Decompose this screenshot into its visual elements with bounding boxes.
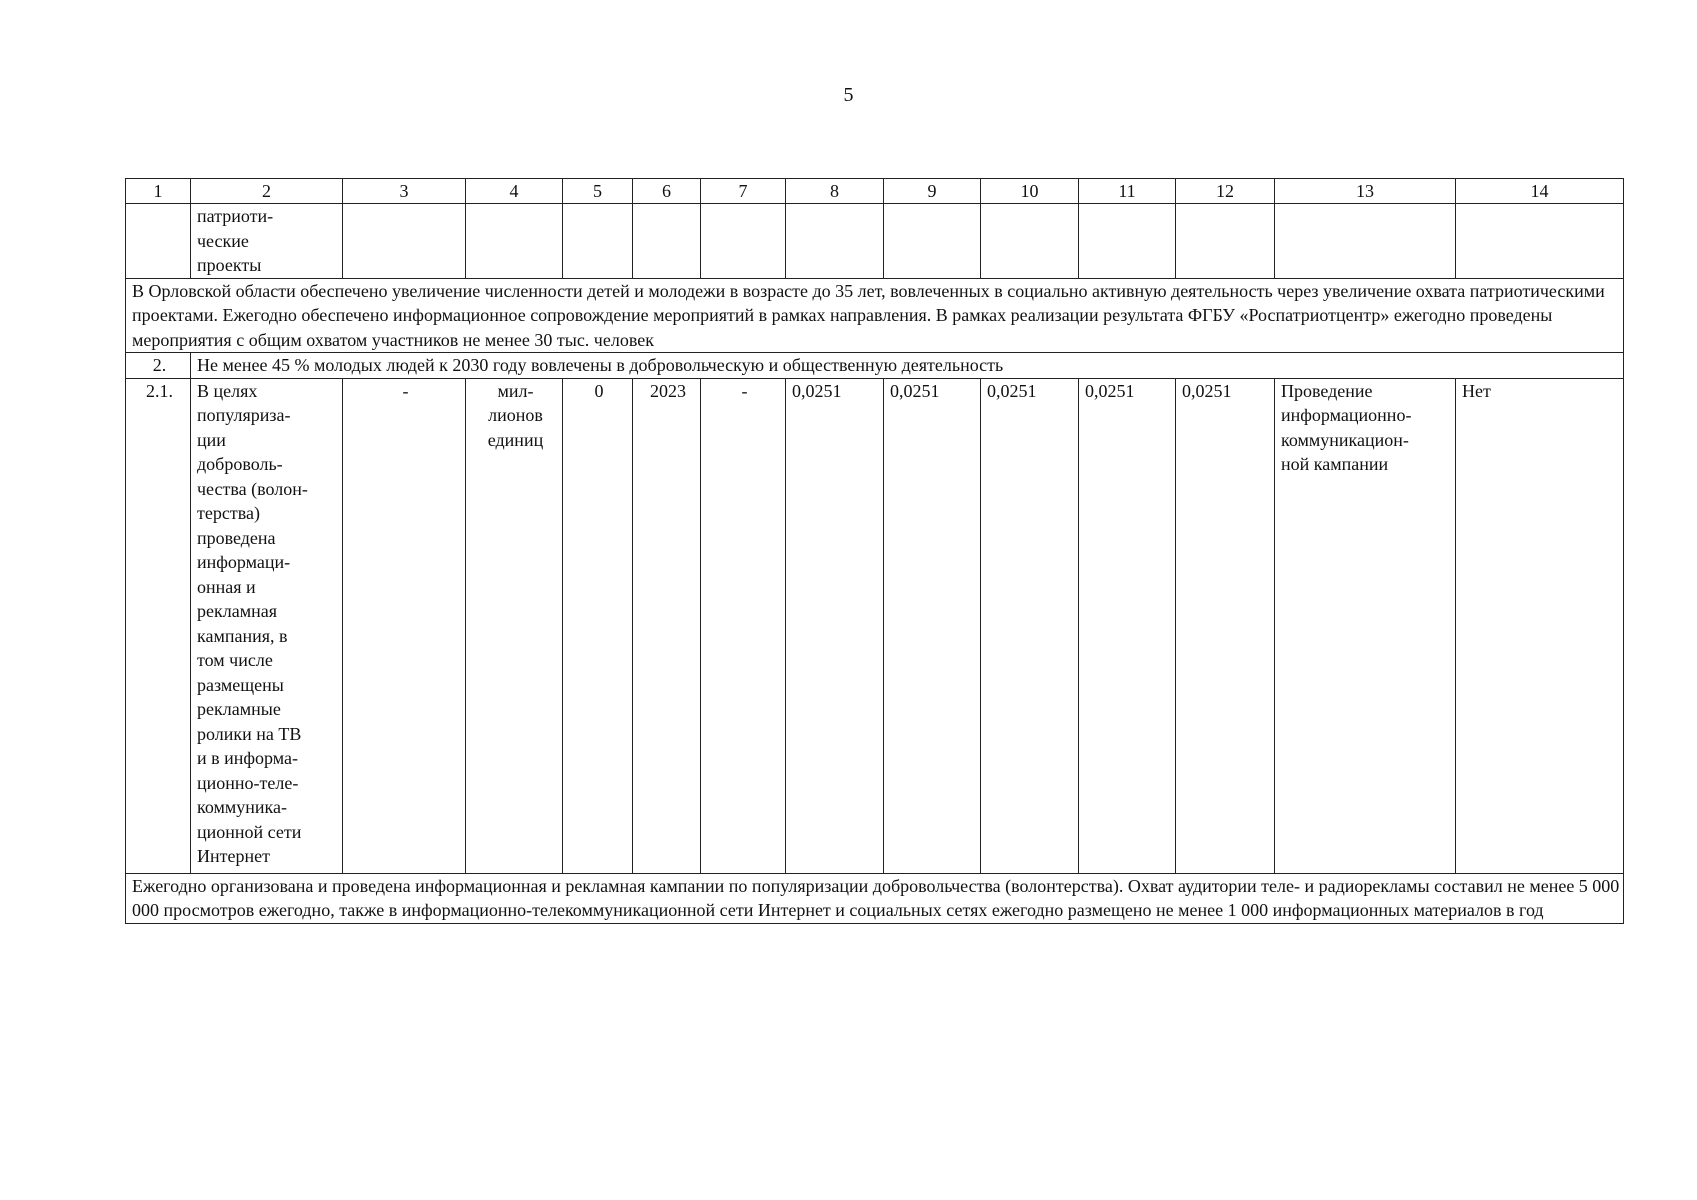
value-cell: 0,0251: [1176, 378, 1275, 873]
header-cell: 14: [1456, 179, 1624, 204]
col3-cell: -: [343, 378, 466, 873]
header-cell: 11: [1079, 179, 1176, 204]
result-row: [126, 873, 1624, 923]
header-cell: 8: [786, 179, 884, 204]
value-cell: 0,0251: [981, 378, 1079, 873]
header-cell: 1: [126, 179, 191, 204]
value-cell: 0,0251: [1079, 378, 1176, 873]
unit-cell: мил- лионов единиц: [466, 378, 563, 873]
header-cell: 10: [981, 179, 1079, 204]
row-number: 2.1.: [126, 378, 191, 873]
table-header-row: [126, 179, 1624, 204]
value-cell: 0,0251: [786, 378, 884, 873]
header-cell: 3: [343, 179, 466, 204]
continued-name-cell: патриоти- ческие проекты: [191, 204, 343, 279]
event-cell: Проведение информационно- коммуникацион- ной кампании: [1275, 378, 1456, 873]
header-cell: 6: [633, 179, 701, 204]
table-row-continued: [126, 204, 1624, 279]
header-cell: 2: [191, 179, 343, 204]
col7-cell: -: [701, 378, 786, 873]
section-number: 2.: [126, 353, 191, 379]
table-row: [126, 378, 1624, 873]
result-row: [126, 278, 1624, 353]
result-2-description: Ежегодно организована и проведена информационная и рекламная кампании по популяризации добровольчества (волонтерства). Охват аудитории теле- и радиорекламы составил не менее 5 000 000 просмотров ежегодно, также в информационно-телекоммуникационной сети Интернет и социальных сетях ежегодно размещено не менее 1 000 информационных материалов в год: [126, 873, 1624, 923]
header-cell: 7: [701, 179, 786, 204]
header-cell: 5: [563, 179, 633, 204]
section-row: [126, 353, 1624, 379]
result-1-description: В Орловской области обеспечено увеличение численности детей и молодежи в возрасте до 35 лет, вовлеченных в социально активную деятельность через увеличение охвата патриотическими проектами. Ежегодно обеспечено информационное сопровождение мероприятий в рамках направления. В рамках реализации результата ФГБУ «Роспатриотцентр» ежегодно проведены мероприятия с общим охватом участников не менее 30 тыс. человек: [126, 278, 1624, 353]
header-cell: 13: [1275, 179, 1456, 204]
header-cell: 12: [1176, 179, 1275, 204]
base-year-cell: 2023: [633, 378, 701, 873]
indicators-table: [125, 178, 1624, 924]
row-name-cell: В целях популяриза- ции доброволь- чества (волон- терства) проведена информаци- онная и рекламная кампания, в том числе размещены рекламные ролики на ТВ и в информа- ционно-теле- коммуника- ционной сети Интернет: [191, 378, 343, 873]
value-cell: 0,0251: [884, 378, 981, 873]
base-value-cell: 0: [563, 378, 633, 873]
col14-cell: Нет: [1456, 378, 1624, 873]
header-cell: 4: [466, 179, 563, 204]
section-title: Не менее 45 % молодых людей к 2030 году вовлечены в добровольческую и общественную деятельность: [191, 353, 1624, 379]
header-cell: 9: [884, 179, 981, 204]
page-number: 5: [843, 84, 854, 106]
